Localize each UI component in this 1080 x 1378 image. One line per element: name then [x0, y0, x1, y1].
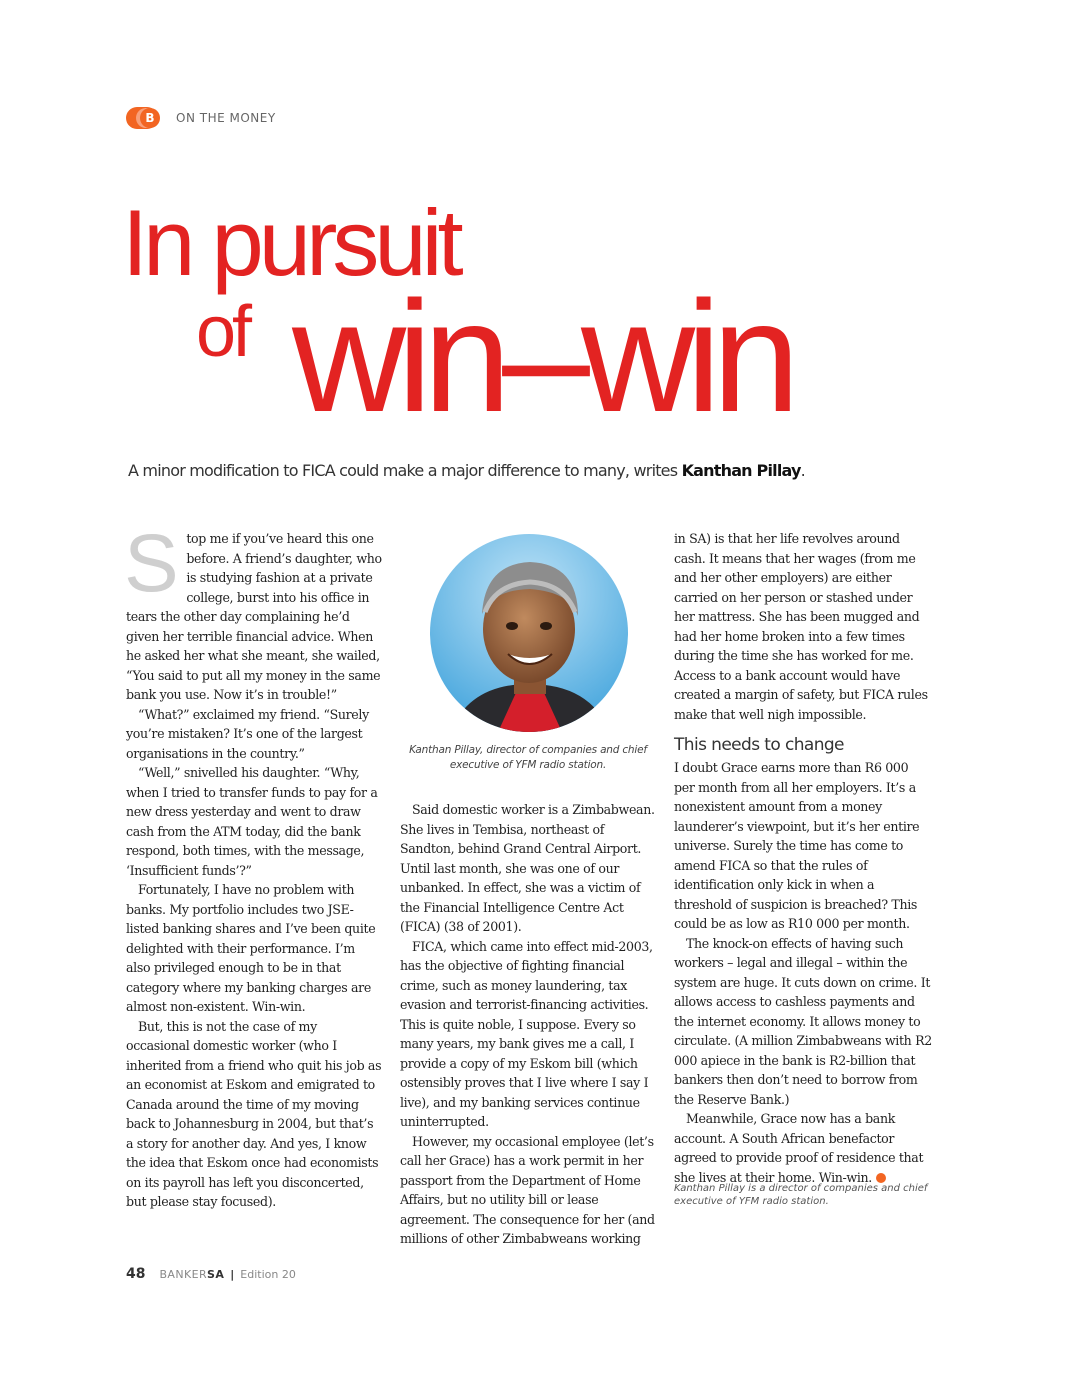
headline-line1: In pursuit — [122, 190, 459, 295]
section-label: ON THE MONEY — [176, 111, 276, 125]
section-tag — [126, 107, 276, 129]
author-bio: Kanthan Pillay is a director of companies and chief executive of YFM radio station. — [674, 1183, 928, 1207]
paragraph: in SA) is that her life revolves around cash. It means that her wages (from me and her other employers) are either carried on her person or stashed under her mattress. She has been mugged and had her home broken into a few times during the time she has worked for me. Access to a bank account would have created a margin of safety, but FICA rules make that well nigh impossible. — [674, 531, 928, 722]
column-2 — [400, 800, 656, 1249]
column-1 — [124, 518, 382, 1212]
page-number: 48 — [126, 1266, 146, 1282]
footer-separator: | — [230, 1267, 235, 1281]
subheading: This needs to change — [674, 735, 844, 755]
paragraph: However, my occasional employee (let’s call her Grace) has a work permit in her passport from the Department of Home Affairs, but no utility bill or lease agreement. The consequence for her (and millions of other Zimbabweans working — [400, 1133, 655, 1246]
author-photo — [430, 534, 628, 732]
author-name: Kanthan Pillay — [681, 461, 801, 480]
section-badge-letter: B — [140, 108, 160, 128]
paragraph: But, this is not the case of my occasional domestic worker (who I inherited from a friend who quit his job as an economist at Eskom and emigrated to Canada around the time of my moving back to Johannesburg in 2004, but that’s a story for another day. And yes, I know the idea that Eskom once had economists on its payroll has left you disconcerted, but please stay focused). — [126, 1018, 382, 1209]
photo-caption: Kanthan Pillay, director of companies and chief executive of YFM radio station. — [409, 744, 647, 771]
column-3 — [674, 529, 932, 1187]
standfirst: A minor modification to FICA could make a major difference to many, writes Kanthan Pillay. — [128, 461, 805, 480]
paragraph: “What?” exclaimed my friend. “Surely you’re mistaken? It’s one of the largest organisations in the country.” — [126, 706, 369, 761]
headline-of: of — [196, 292, 249, 372]
paragraph: FICA, which came into effect mid-2003, has the objective of fighting financial crime, such as money laundering, tax evasion and terrorist-financing activities. This is quite noble, I suppose. Every so many years, my bank gives me a call, I provide a copy of my Eskom bill (which ostensibly proves that I live where I say I live), and my banking services continue uninterrupted. — [400, 938, 653, 1129]
paragraph: I doubt Grace earns more than R6 000 per month from all her employers. It’s a nonexistent amount from a money launderer’s viewpoint, but it’s her entire universe. Surely the time has come to amend FICA so that the rules of identification only kick in when a threshold of suspicion is breached? This could be as low as R10 000 per month. — [674, 760, 920, 931]
headline-win: win–win — [292, 269, 792, 445]
section-badge — [126, 107, 158, 129]
paragraph: Stop me if you’ve heard this one before. A friend’s daughter, who is studying fashion at a private college, burst into his office in tears the other day complaining he’d given her terrible financial advice. When he asked her what she meant, she wailed, “You said to put all my money in the same bank you use. Now it’s in trouble!” — [124, 518, 382, 702]
paragraph: Said domestic worker is a Zimbabwean. She lives in Tembisa, northeast of Sandton, behind Grand Central Airport. Until last month, she was one of our unbanked. In effect, she was a victim of the Financial Intelligence Centre Act (FICA) (38 of 2001). — [400, 802, 655, 934]
paragraph: Meanwhile, Grace now has a bank account. A South African benefactor agreed to provide proof of residence that she lives at their home. Win-win. — [674, 1111, 924, 1185]
drop-cap: S — [124, 518, 179, 609]
paragraph: “Well,” snivelled his daughter. “Why, when I tried to transfer funds to pay for a new dress yesterday and went to draw cash from the ATM today, did the bank respond, both times, with the message, ‘Insufficient funds’?” — [126, 765, 378, 878]
publication-name: BANKERSA — [159, 1267, 225, 1281]
edition-label: Edition 20 — [240, 1267, 296, 1281]
paragraph: Fortunately, I have no problem with banks. My portfolio includes two JSE-listed banking shares and I’ve been quite delighted with their performance. I’m also privileged enough to be in that category where my banking charges are almost non-existent. Win-win. — [126, 882, 376, 1014]
page-footer — [126, 1266, 296, 1282]
paragraph: The knock-on effects of having such workers – legal and illegal – within the system are huge. It cuts down on crime. It allows access to cashless payments and the internet economy. It allows money to circulate. (A million Zimbabweans with R2 000 apiece in the bank is R2-billion that bankers then don’t need to borrow from the Reserve Bank.) — [674, 935, 932, 1107]
